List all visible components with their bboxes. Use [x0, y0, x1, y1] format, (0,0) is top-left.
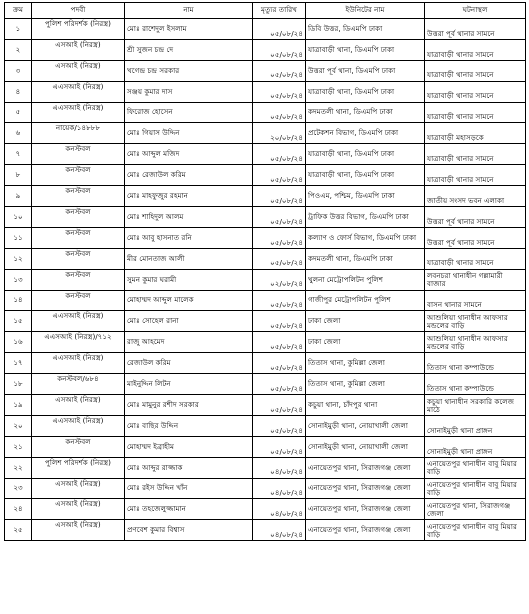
serial-cell: ১১ — [5, 227, 32, 248]
incident-location-cell: উত্তরা পূর্ব থানার সামনে — [425, 227, 526, 248]
death-date-cell: ০২/০৮/২৪ — [253, 269, 306, 290]
name-cell: মোঃ রেজাউল করিম — [125, 165, 253, 186]
serial-cell: ২১ — [5, 436, 32, 457]
serial-cell: ১৩ — [5, 269, 32, 290]
death-date-cell: ০৫/০৮/২৪ — [253, 227, 306, 248]
unit-cell: এনায়েতপুর থানা, সিরাজগঞ্জ জেলা — [306, 478, 425, 499]
incident-location-cell: আশুলিয়া থানাধীন আফসার মন্ডলের বাড়ি — [425, 311, 526, 332]
casualty-table — [4, 2, 526, 541]
header-name: নাম — [125, 3, 253, 19]
rank-cell: এসআই (নিরস্ত্র) — [32, 520, 125, 541]
serial-cell: ৫ — [5, 102, 32, 123]
rank-cell: এএসআই (নিরস্ত্র) — [32, 102, 125, 123]
death-date-cell: ০৪/০৮/২৪ — [253, 499, 306, 520]
rank-cell: এসআই (নিরস্ত্র) — [32, 478, 125, 499]
incident-location-cell: তিতাস থানা কম্পাউন্ডে — [425, 374, 526, 395]
death-date-cell: ০৫/০৮/২৪ — [253, 311, 306, 332]
death-date-cell: ০৫/০৮/২৪ — [253, 19, 306, 40]
unit-cell: কদমতলী থানা, ডিএমপি ঢাকা — [306, 248, 425, 269]
incident-location-cell: যাত্রাবাড়ী থানার সামনে — [425, 144, 526, 165]
death-date-cell: ০৫/০৮/২৪ — [253, 332, 306, 353]
death-date-cell: ০৫/০৮/২৪ — [253, 102, 306, 123]
death-date-cell: ০৫/০৮/২৪ — [253, 353, 306, 374]
death-date-cell: ০৫/০৮/২৪ — [253, 39, 306, 60]
table-row — [5, 19, 526, 40]
rank-cell: এএসআই (নিরস্ত্র) — [32, 353, 125, 374]
incident-location-cell: এনায়েতপুর থানাধীন বাবু মিয়ার বাড়ি — [425, 457, 526, 478]
serial-cell: ৮ — [5, 165, 32, 186]
death-date-cell: ০৫/০৮/২৪ — [253, 374, 306, 395]
death-date-cell: ০৫/০৮/২৪ — [253, 395, 306, 416]
incident-location-cell: এনায়েতপুর থানাধীন বাবু মিয়ার বাড়ি — [425, 478, 526, 499]
incident-location-cell: যাত্রাবাড়ী থানার সামনে — [425, 102, 526, 123]
unit-cell: যাত্রাবাড়ী থানা, ডিএমপি ঢাকা — [306, 39, 425, 60]
serial-cell: ১ — [5, 19, 32, 40]
death-date-cell: ০৫/০৮/২৪ — [253, 290, 306, 311]
incident-location-cell: যাত্রাবাড়ী থানার সামনে — [425, 60, 526, 81]
incident-location-cell: এনায়েতপুর থানা, সিরাজগঞ্জ জেলা — [425, 499, 526, 520]
incident-location-cell: লবনচরা থানাধীন গল্লামারী বাজার — [425, 269, 526, 290]
name-cell: প্রণবেশ কুমার বিশ্বাস — [125, 520, 253, 541]
table-row — [5, 332, 526, 353]
serial-cell: ২৩ — [5, 478, 32, 499]
table-row — [5, 165, 526, 186]
incident-location-cell: যাত্রাবাড়ী থানার সামনে — [425, 39, 526, 60]
name-cell: রেজাউল করিম — [125, 353, 253, 374]
name-cell: মোঃ আব্দুল মজিদ — [125, 144, 253, 165]
serial-cell: ২২ — [5, 457, 32, 478]
header-incident-location: ঘটনাস্থল — [425, 3, 526, 19]
death-date-cell: ০৫/০৮/২৪ — [253, 436, 306, 457]
table-row — [5, 186, 526, 207]
incident-location-cell: সোনাইমুড়ী থানা প্রাঙ্গন — [425, 436, 526, 457]
rank-cell: পুলিশ পরিদর্শক (নিরস্ত্র) — [32, 457, 125, 478]
name-cell: মোঃ মামুনুর রশীদ সরকার — [125, 395, 253, 416]
death-date-cell: ০৫/০৮/২৪ — [253, 186, 306, 207]
rank-cell: এসআই (নিরস্ত্র) — [32, 60, 125, 81]
unit-cell: কচুয়া থানা, চাঁদপুর থানা — [306, 395, 425, 416]
table-header — [5, 3, 526, 19]
death-date-cell: ০৫/০৮/২৪ — [253, 415, 306, 436]
unit-cell: যাত্রাবাড়ী থানা, ডিএমপি ঢাকা — [306, 81, 425, 102]
death-date-cell: ০৫/০৮/২৪ — [253, 60, 306, 81]
name-cell: মোঃ মাহফুজুর রহমান — [125, 186, 253, 207]
serial-cell: ৯ — [5, 186, 32, 207]
rank-cell: কনস্টবল — [32, 248, 125, 269]
serial-cell: ১৮ — [5, 374, 32, 395]
name-cell: শ্রী সুজন চন্দ্র দে — [125, 39, 253, 60]
rank-cell: এসআই (নিরস্ত্র) — [32, 39, 125, 60]
incident-location-cell: কচুয়া থানাধীন সরকারি কলেজ মাঠে — [425, 395, 526, 416]
name-cell: মোহাম্মদ ইব্রাহীম — [125, 436, 253, 457]
unit-cell: প্রটেকশন বিভাগ, ডিএমপি ঢাকা — [306, 123, 425, 144]
death-date-cell: ২০/০৮/২৪ — [253, 123, 306, 144]
incident-location-cell: জাতীয় সংসদ ভবন এলাকা — [425, 186, 526, 207]
incident-location-cell: বাসন থানার সামনে — [425, 290, 526, 311]
serial-cell: ৬ — [5, 123, 32, 144]
serial-cell: ৭ — [5, 144, 32, 165]
death-date-cell: ০৫/০৮/২৪ — [253, 81, 306, 102]
name-cell: মোঃ আব্দুর রাজ্জাক — [125, 457, 253, 478]
name-cell: রাজু আহমেদ — [125, 332, 253, 353]
rank-cell: এসআই (নিরস্ত্র) — [32, 395, 125, 416]
unit-cell: গাজীপুর মেট্রোপলিটন পুলিশ — [306, 290, 425, 311]
unit-cell: তিতাস থানা, কুমিল্লা জেলা — [306, 353, 425, 374]
rank-cell: এএসআই (নিরস্ত্র)/৭১২ — [32, 332, 125, 353]
incident-location-cell: উত্তরা পূর্ব থানার সামনে — [425, 19, 526, 40]
serial-cell: ৪ — [5, 81, 32, 102]
table-row — [5, 395, 526, 416]
table-row — [5, 248, 526, 269]
incident-location-cell: যাত্রাবাড়ী থানার সামনে — [425, 248, 526, 269]
table-body — [5, 19, 526, 541]
death-date-cell: ০৪/০৮/২৪ — [253, 520, 306, 541]
unit-cell: সোনাইমুড়ী থানা, নোয়াখালী জেলা — [306, 436, 425, 457]
serial-cell: ৩ — [5, 60, 32, 81]
table-row — [5, 60, 526, 81]
name-cell: মোঃ আবু হাসনাত রনি — [125, 227, 253, 248]
incident-location-cell: আশুলিয়া থানাধীন আফসার মন্ডলের বাড়ি — [425, 332, 526, 353]
death-date-cell: ০৫/০৮/২৪ — [253, 207, 306, 228]
incident-location-cell: তিতাস থানা কম্পাউন্ডে — [425, 353, 526, 374]
table-row — [5, 353, 526, 374]
table-row — [5, 81, 526, 102]
table-row — [5, 144, 526, 165]
table-row — [5, 311, 526, 332]
incident-location-cell: যাত্রাবাড়ী থানার সামনে — [425, 81, 526, 102]
unit-cell: পিওএম, পশ্চিম, ডিএমপি ঢাকা — [306, 186, 425, 207]
unit-cell: ঢাকা জেলা — [306, 332, 425, 353]
rank-cell: এসআই (নিরস্ত্র) — [32, 499, 125, 520]
unit-cell: কদমতলী থানা, ডিএমপি ঢাকা — [306, 102, 425, 123]
rank-cell: কনস্টবল — [32, 227, 125, 248]
rank-cell: কনস্টবল — [32, 290, 125, 311]
death-date-cell: ০৫/০৮/২৪ — [253, 144, 306, 165]
table-row — [5, 207, 526, 228]
rank-cell: এএসআই (নিরস্ত্র) — [32, 311, 125, 332]
serial-cell: ১৫ — [5, 311, 32, 332]
table-row — [5, 227, 526, 248]
incident-location-cell: সোনাইমুড়ী থানা প্রাঙ্গন — [425, 415, 526, 436]
name-cell: ফিরোজ হোসেন — [125, 102, 253, 123]
table-row — [5, 457, 526, 478]
unit-cell: যাত্রাবাড়ী থানা, ডিএমপি ঢাকা — [306, 165, 425, 186]
serial-cell: ১৯ — [5, 395, 32, 416]
unit-cell: যাত্রাবাড়ী থানা, ডিএমপি ঢাকা — [306, 144, 425, 165]
name-cell: সঞ্জয় কুমার দাস — [125, 81, 253, 102]
name-cell: খগেন্দ্র চন্দ্র সরকার — [125, 60, 253, 81]
rank-cell: কনস্টবল — [32, 186, 125, 207]
name-cell: মোঃ রইস উদ্দিন খাঁন — [125, 478, 253, 499]
name-cell: মীর মোনতাজ আলী — [125, 248, 253, 269]
unit-cell: এনায়েতপুর থানা, সিরাজগঞ্জ জেলা — [306, 499, 425, 520]
table-row — [5, 478, 526, 499]
police-casualty-table-page — [4, 2, 525, 541]
header-rank: পদবী — [32, 3, 125, 19]
name-cell: মোঃ সোহেল রানা — [125, 311, 253, 332]
name-cell: মোঃ বাছির উদ্দিন — [125, 415, 253, 436]
name-cell: মোঃ তহজেলুজ্জামান — [125, 499, 253, 520]
serial-cell: ২৫ — [5, 520, 32, 541]
rank-cell: পুলিশ পরিদর্শক (নিরস্ত্র) — [32, 19, 125, 40]
table-row — [5, 499, 526, 520]
serial-cell: ১৭ — [5, 353, 32, 374]
serial-cell: ২৪ — [5, 499, 32, 520]
serial-cell: ১০ — [5, 207, 32, 228]
rank-cell: নায়েক/১৪৮৮৮ — [32, 123, 125, 144]
name-cell: মোহাম্মদ আব্দুল মালেক — [125, 290, 253, 311]
death-date-cell: ০৪/০৮/২৪ — [253, 478, 306, 499]
name-cell: মোঃ গিয়াস উদ্দিন — [125, 123, 253, 144]
unit-cell: ট্রাফিক উত্তর বিভাগ, ডিএমপি ঢাকা — [306, 207, 425, 228]
incident-location-cell: যাত্রাবাড়ী থানার সামনে — [425, 165, 526, 186]
rank-cell: কনস্টবল — [32, 207, 125, 228]
unit-cell: ঢাকা জেলা — [306, 311, 425, 332]
serial-cell: ২০ — [5, 415, 32, 436]
name-cell: মাইনুদ্দিন লিটন — [125, 374, 253, 395]
table-row — [5, 269, 526, 290]
rank-cell: কনস্টবল — [32, 144, 125, 165]
unit-cell: সোনাইমুড়ী থানা, নোয়াখালী জেলা — [306, 415, 425, 436]
incident-location-cell: যাত্রাবাড়ী মহাসড়কে — [425, 123, 526, 144]
header-serial: ক্রম — [5, 3, 32, 19]
table-row — [5, 290, 526, 311]
header-death-date: মৃত্যুর তারিখ — [253, 3, 306, 19]
incident-location-cell: উত্তরা পূর্ব থানার সামনে — [425, 207, 526, 228]
serial-cell: ১৪ — [5, 290, 32, 311]
rank-cell: এএসআই (নিরস্ত্র) — [32, 81, 125, 102]
rank-cell: কনস্টবল — [32, 269, 125, 290]
name-cell: সুমন কুমার ঘরামী — [125, 269, 253, 290]
incident-location-cell: এনায়েতপুর থানাধীন বাবু মিয়ার বাড়ি — [425, 520, 526, 541]
unit-cell: এনায়েতপুর থানা, সিরাজগঞ্জ জেলা — [306, 457, 425, 478]
rank-cell: এএসআই (নিরস্ত্র) — [32, 415, 125, 436]
unit-cell: তিতাস থানা, কুমিল্লা জেলা — [306, 374, 425, 395]
name-cell: মোঃ রাশেদুল ইসলাম — [125, 19, 253, 40]
rank-cell: কনস্টবল/৬৮৪ — [32, 374, 125, 395]
header-row — [5, 3, 526, 19]
table-row — [5, 415, 526, 436]
unit-cell: কল্যাণ ও ফোর্স বিভাগ, ডিএমপি ঢাকা — [306, 227, 425, 248]
table-row — [5, 123, 526, 144]
serial-cell: ১৬ — [5, 332, 32, 353]
death-date-cell: ০৫/০৮/২৪ — [253, 165, 306, 186]
table-row — [5, 374, 526, 395]
table-row — [5, 102, 526, 123]
serial-cell: ২ — [5, 39, 32, 60]
table-row — [5, 39, 526, 60]
unit-cell: এনায়েতপুর থানা, সিরাজগঞ্জ জেলা — [306, 520, 425, 541]
unit-cell: খুলনা মেট্রোপলিটন পুলিশ — [306, 269, 425, 290]
table-row — [5, 520, 526, 541]
serial-cell: ১২ — [5, 248, 32, 269]
name-cell: মোঃ শাহিদুল আলম — [125, 207, 253, 228]
unit-cell: উত্তরা পূর্ব থানা, ডিএমপি ঢাকা — [306, 60, 425, 81]
death-date-cell: ০৪/০৮/২৪ — [253, 457, 306, 478]
rank-cell: কনস্টবল — [32, 436, 125, 457]
death-date-cell: ০৫/০৮/২৪ — [253, 248, 306, 269]
rank-cell: কনস্টবল — [32, 165, 125, 186]
header-unit: ইউনিটের নাম — [306, 3, 425, 19]
table-row — [5, 436, 526, 457]
unit-cell: ডিবি উত্তর, ডিএমপি ঢাকা — [306, 19, 425, 40]
